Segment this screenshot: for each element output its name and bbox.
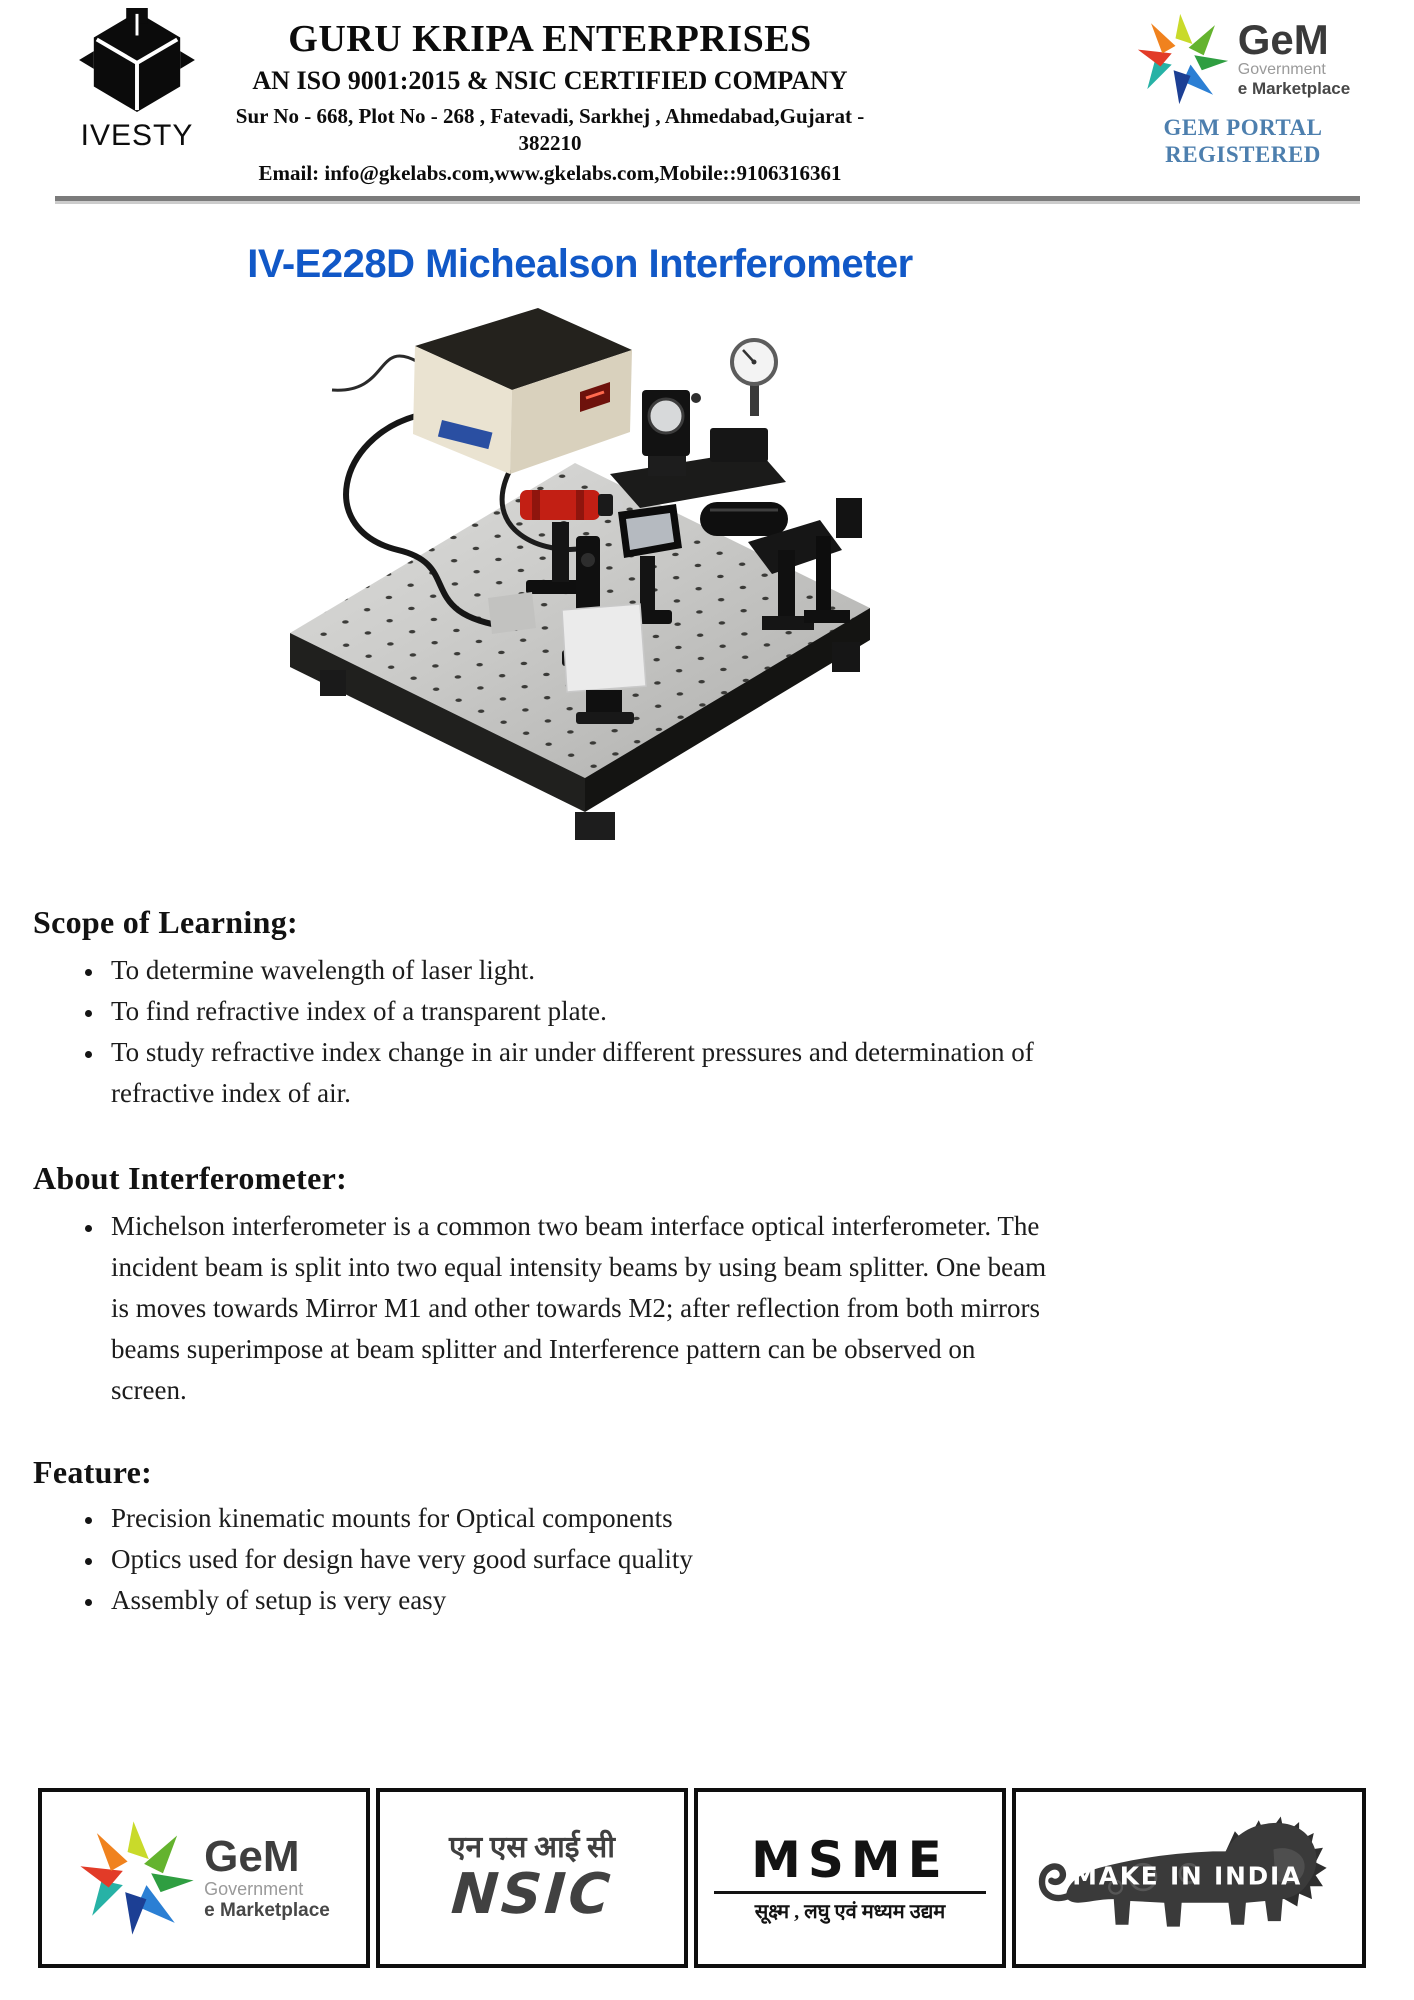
- make-in-india-label: MAKE IN INDIA: [1072, 1861, 1303, 1891]
- gem-marketplace-label: e Marketplace: [1237, 79, 1351, 98]
- gem-government-label: Government: [204, 1878, 304, 1899]
- laser-power-supply: [413, 308, 632, 474]
- mirror-mount: [610, 390, 786, 508]
- ivesty-brand: [62, 8, 212, 153]
- feature-list: [33, 1498, 1053, 1621]
- pressure-gauge: [732, 340, 776, 416]
- gem-footer-badge: [38, 1788, 370, 1968]
- make-in-india-footer-badge: [1012, 1788, 1366, 1968]
- company-header: [212, 16, 888, 187]
- list-item: • Precision kinematic mounts for Optical components: [105, 1498, 1053, 1539]
- company-name: GURU KRIPA ENTERPRISES: [288, 18, 812, 60]
- gem-wordmark: GeM: [1237, 16, 1329, 63]
- list-item: • To determine wavelength of laser light.: [105, 950, 1053, 991]
- company-address: Sur No - 668, Plot No - 268 , Fatevadi, Sarkhej , Ahmedabad,Gujarat - 382210: [235, 104, 865, 155]
- msme-divider: [714, 1891, 986, 1894]
- page-title: IV-E228D Michealson Interferometer: [247, 242, 913, 286]
- gem-star-icon: [1136, 12, 1230, 106]
- scope-of-learning-list: [33, 950, 1053, 1114]
- gem-star-icon: [78, 1819, 196, 1937]
- about-interferometer-heading: About Interferometer:: [33, 1160, 348, 1196]
- msme-wordmark: MSME: [751, 1830, 949, 1889]
- about-interferometer-list: [33, 1206, 1053, 1411]
- nsic-hindi-label: एन एस आई सी: [448, 1831, 616, 1864]
- scope-of-learning-heading: Scope of Learning:: [33, 904, 298, 940]
- msme-footer-badge: [694, 1788, 1006, 1968]
- list-item: • To study refractive index change in air under different pressures and determination of refractive index of air.: [105, 1032, 1053, 1114]
- ivesty-logo-label: IVESTY: [80, 119, 194, 152]
- nsic-wordmark: NSIC: [449, 1862, 615, 1927]
- list-item: • Optics used for design have very good surface quality: [105, 1539, 1053, 1580]
- gem-portal-registered: GEM PORTAL REGISTERED: [1163, 115, 1323, 167]
- product-photo: [280, 298, 880, 876]
- company-contact: Email: info@gkelabs.com,www.gkelabs.com,Mobile::9106316361: [258, 161, 842, 185]
- feature-heading: Feature:: [33, 1454, 153, 1490]
- header-divider: [55, 196, 1360, 201]
- gem-header-badge: [1112, 12, 1374, 168]
- gem-government-label: Government: [1237, 61, 1326, 78]
- list-item: • Assembly of setup is very easy: [105, 1580, 1053, 1621]
- make-in-india-lion-icon: [1028, 1800, 1350, 1956]
- list-item: • Michelson interferometer is a common two beam interface optical interferometer. The incident beam is split into two equal intensity beams by using beam splitter. One beam is moves towards Mirror M1 and other towards M2; after reflection from both mirrors beams superimpose at beam splitter and Interference pattern can be observed on screen.: [105, 1206, 1053, 1411]
- list-item: • To find refractive index of a transparent plate.: [105, 991, 1053, 1032]
- msme-hindi-label: सूक्ष्म , लघु एवं मध्यम उद्यम: [754, 1900, 946, 1923]
- nsic-footer-badge: [376, 1788, 688, 1968]
- company-certification: AN ISO 9001:2015 & NSIC CERTIFIED COMPANY: [252, 66, 848, 95]
- gem-wordmark: GeM: [204, 1831, 300, 1881]
- gem-marketplace-label: e Marketplace: [204, 1899, 330, 1921]
- ivesty-logo-icon: [78, 8, 196, 114]
